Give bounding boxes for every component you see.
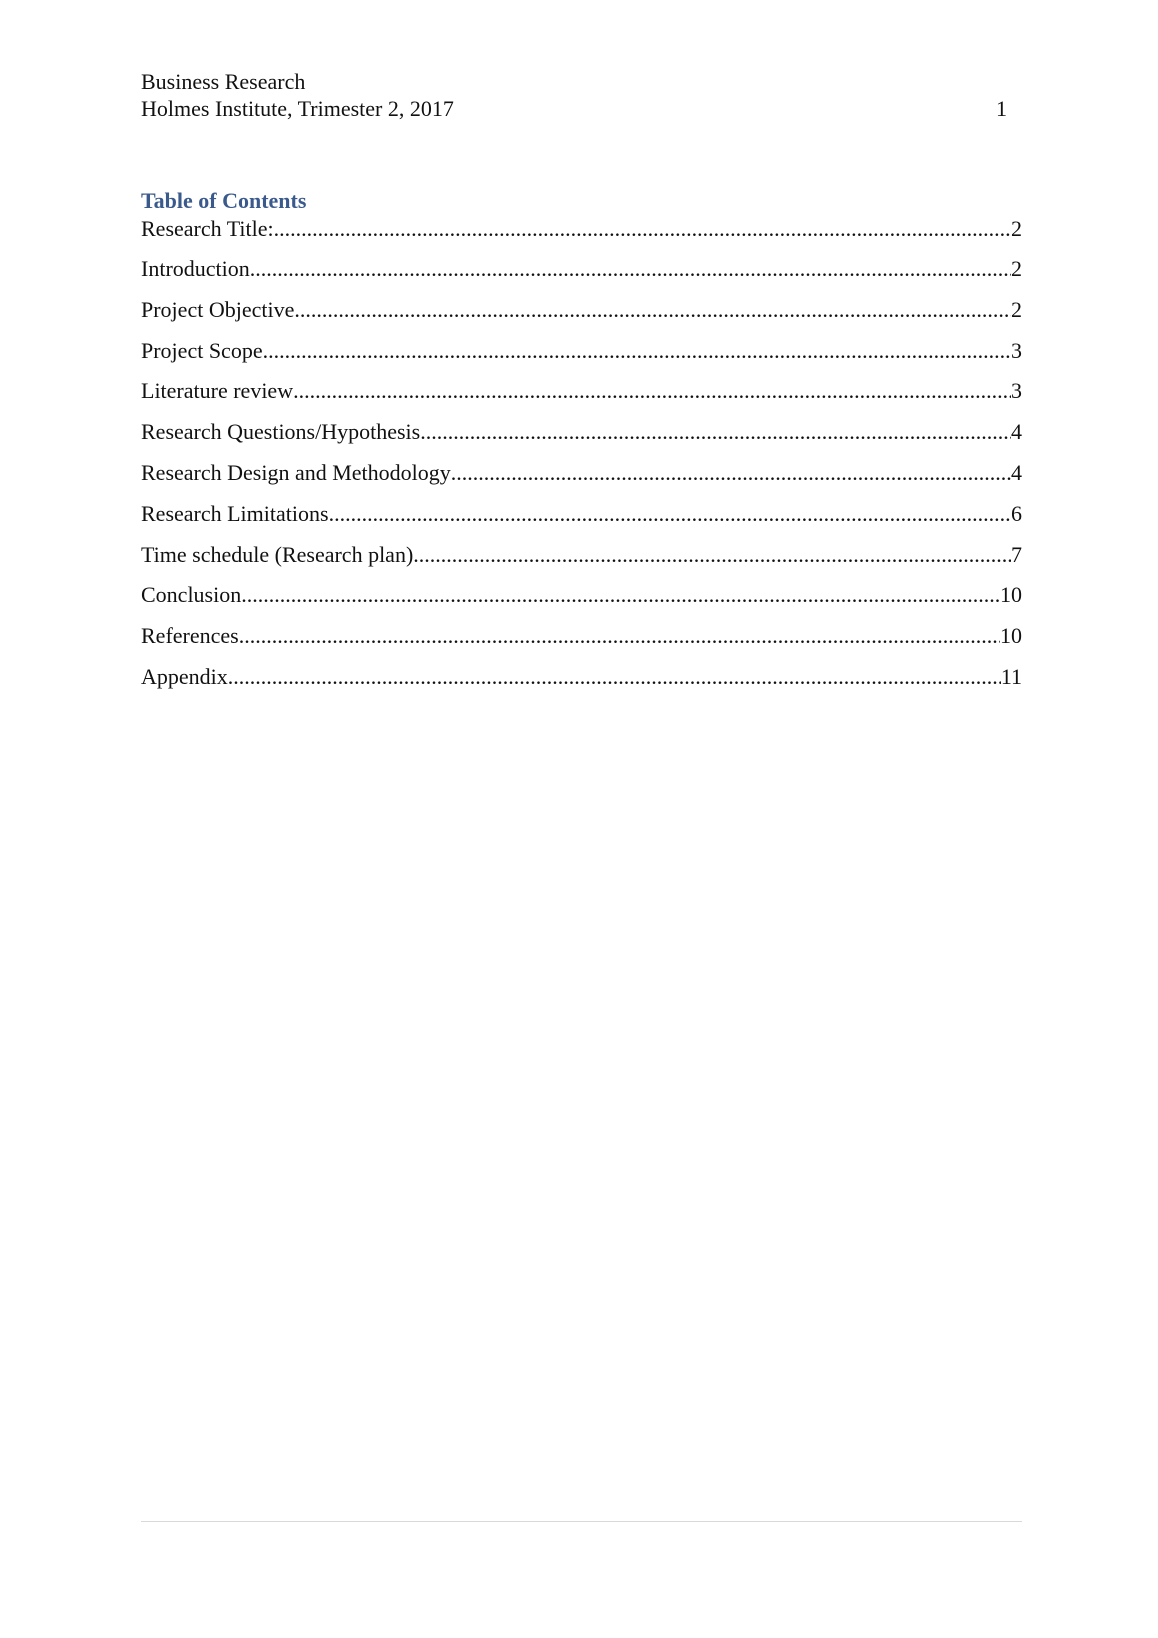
toc-entry-page: 2 [1011, 296, 1022, 322]
toc-entry-literature-review[interactable] [141, 378, 1022, 419]
toc-entry-label: Conclusion [141, 582, 242, 608]
toc-entry-page: 7 [1011, 541, 1022, 567]
toc-entry-label: Appendix [141, 663, 228, 689]
header-institution-term: Holmes Institute, Trimester 2, 2017 [141, 96, 454, 121]
toc-entry-page: 10 [1000, 582, 1022, 608]
toc-dot-leader [239, 623, 1000, 649]
toc-entry-page: 11 [1000, 663, 1022, 689]
toc-entry-page: 10 [1000, 623, 1022, 649]
footer-divider [141, 1521, 1022, 1522]
toc-dot-leader [329, 501, 1011, 527]
toc-entry-project-objective[interactable] [141, 297, 1022, 338]
toc-entry-page: 2 [1011, 216, 1022, 241]
toc-dot-leader [294, 297, 1011, 323]
toc-dot-leader [293, 378, 1011, 404]
toc-entry-research-limitations[interactable] [141, 501, 1022, 542]
toc-entry-label: References [141, 623, 239, 649]
toc-dot-leader [274, 216, 1011, 242]
toc-entry-appendix[interactable] [141, 664, 1022, 705]
toc-entry-label: Research Limitations [141, 500, 329, 526]
toc-entry-label: Project Scope [141, 337, 263, 363]
toc-entry-label: Research Title: [141, 216, 274, 241]
toc-entry-page: 2 [1011, 256, 1022, 281]
toc-entry-label: Time schedule (Research plan) [141, 541, 414, 567]
toc-entry-references[interactable] [141, 623, 1022, 664]
header-course-title: Business Research [141, 69, 306, 94]
table-of-contents [141, 186, 1022, 705]
toc-dot-leader [228, 664, 1001, 690]
toc-dot-leader [413, 542, 1011, 568]
toc-entry-page: 3 [1011, 378, 1022, 404]
page-header [141, 68, 1021, 122]
toc-entry-page: 6 [1011, 500, 1022, 526]
toc-entry-page: 4 [1011, 419, 1022, 445]
toc-entry-project-scope[interactable] [141, 338, 1022, 379]
page-number: 1 [996, 96, 1007, 121]
toc-entry-label: Literature review [141, 378, 294, 404]
toc-dot-leader [263, 338, 1011, 364]
toc-entry-conclusion[interactable] [141, 582, 1022, 623]
toc-dot-leader [250, 256, 1011, 282]
toc-heading: Table of Contents [141, 188, 307, 213]
toc-entry-page: 4 [1011, 459, 1022, 485]
toc-entry-research-title[interactable] [141, 216, 1022, 256]
toc-entry-page: 3 [1011, 337, 1022, 363]
toc-entry-label: Introduction [141, 256, 250, 281]
toc-list [141, 216, 1022, 705]
toc-entry-introduction[interactable] [141, 256, 1022, 297]
toc-dot-leader [420, 419, 1011, 445]
toc-dot-leader [451, 460, 1011, 486]
toc-entry-label: Research Questions/Hypothesis [141, 419, 421, 445]
toc-entry-time-schedule[interactable] [141, 542, 1022, 583]
toc-dot-leader [241, 582, 1000, 608]
toc-entry-research-questions[interactable] [141, 419, 1022, 460]
toc-entry-label: Project Objective [141, 296, 295, 322]
toc-entry-label: Research Design and Methodology [141, 459, 451, 485]
toc-entry-research-design[interactable] [141, 460, 1022, 501]
